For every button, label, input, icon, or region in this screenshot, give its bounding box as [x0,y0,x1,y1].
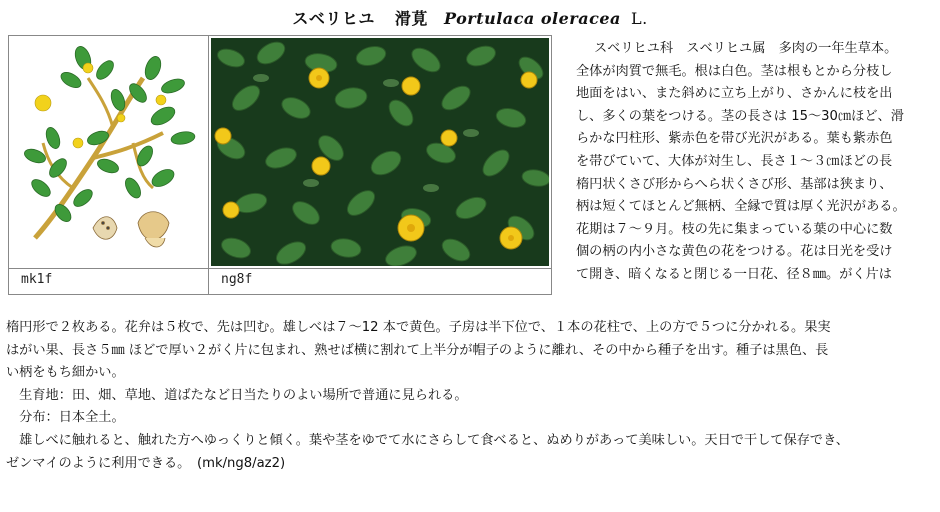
figure-caption-right: ng8f [221,272,253,287]
description-line: らかな円柱形、紫赤色を帯び光沢がある。葉も紫赤色 [576,131,893,147]
distribution-line: 分布：日本全土。 [6,410,125,426]
description-line: 個の柄の内小さな黄色の花をつける。花は日光を受け [576,244,893,260]
description-line: 花期は７～９月。枝の先に集まっている葉の中心に数 [576,221,893,237]
description-line: い柄をもち細かい。 [6,365,125,381]
title-latin-name: Portulaca oleracea [444,9,621,28]
page-title [0,6,940,29]
description-line: て開き、暗くなると閉じる一日花、径８㎜。がく片は [576,266,892,282]
description-line: を帯びていて、大体が対生し、長さ１～３㎝ほどの長 [576,153,893,169]
description-line: 楕円形で２枚ある。花弁は５枚で、先は凹む。雄しべは７～12 本で黄色。子房は半下位で、１本の花柱で、上の方で５つに分かれる。果実 [6,320,831,335]
title-author: L. [630,9,648,28]
description-line: 地面をはい、また斜めに立ち上がり、さかんに枝を出 [576,86,893,102]
table-divider-vertical [208,36,209,294]
table-divider-horizontal [9,268,551,269]
title-katakana: スベリヒユ [292,9,375,28]
notes-line: 雄しべに触れると、触れた方へゆっくりと傾く。葉や茎をゆでて水にさらして食べると、ぬめりがあって美味しい。天日で干して保存でき、 [6,432,849,448]
notes-line: ゼンマイのように利用できる。 (mk/ng8/az2) [6,455,286,471]
habitat-line: 生育地：田、畑、草地、道ばたなど日当たりのよい場所で普通に見られる。 [6,387,468,403]
figure-table [8,35,552,295]
description-line: スベリヒユ科 スベリヒユ属 多肉の一年生草本。 [594,41,898,56]
description-line: 柄は短くてほとんど無柄、全縁で質は厚く光沢がある。 [576,199,906,215]
botanical-illustration [13,38,207,266]
title-kanji: 滑莧 [394,9,428,28]
description-line: し、多くの葉をつける。茎の長さは 15～30㎝ほど、滑 [576,108,904,124]
description-line: 全体が肉質で無毛。根は白色。茎は根もとから分枝し [576,63,893,79]
description-column [576,38,938,287]
plant-photo [211,38,549,266]
description-full [6,317,938,475]
description-line: 楕円状くさび形からへら状くさび形、基部は狭まり、 [576,176,893,192]
description-line: はがい果、長さ５㎜ ほどで厚い２がく片に包まれ、熟せば横に割れて上半分が帽子のように離れ、その中から種子を出す。種子は黒色、長 [6,342,829,358]
figure-caption-left: mk1f [21,272,53,287]
